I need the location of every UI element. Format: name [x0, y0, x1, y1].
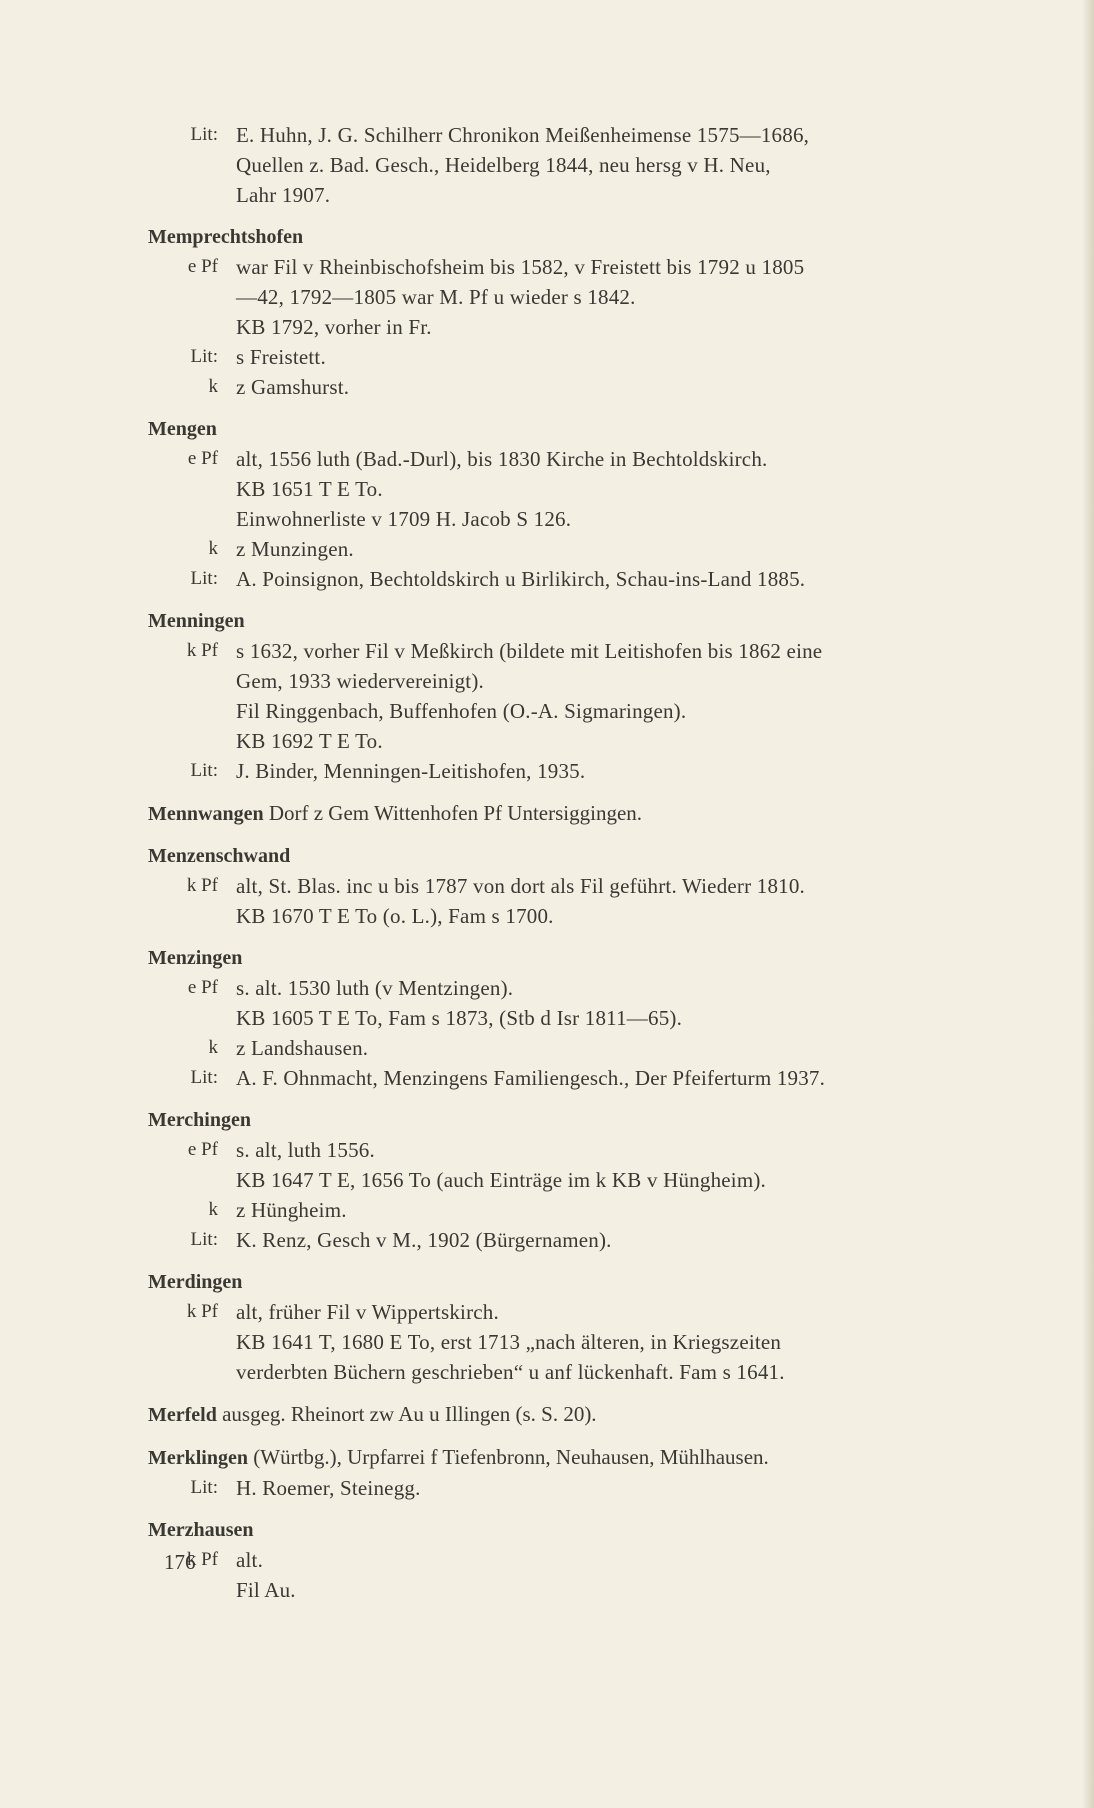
- entry-line: KB 1605 T E To, Fam s 1873, (Stb d Isr 1811—65).: [236, 1006, 683, 1030]
- entry-lines: [236, 1297, 1068, 1387]
- entry-row: [148, 636, 1068, 756]
- entry-label: k Pf: [186, 640, 218, 661]
- entry-line: verderbten Büchern geschrieben“ u anf lückenhaft. Fam s 1641.: [236, 1360, 785, 1384]
- entry-lines: [236, 534, 1068, 564]
- entry-line: KB 1792, vorher in Fr.: [236, 315, 432, 339]
- place-heading: Merchingen: [148, 1109, 251, 1131]
- entry-label: k Pf: [186, 1549, 218, 1570]
- entry-label: Lit:: [190, 1477, 218, 1498]
- place-section: [148, 1267, 1068, 1387]
- place-heading: Mennwangen: [148, 803, 264, 825]
- entry-line: z Munzingen.: [236, 537, 354, 561]
- place-section: [148, 1442, 1068, 1503]
- entry-lines: [236, 1063, 1068, 1093]
- entry-line: K. Renz, Gesch v M., 1902 (Bürgernamen).: [236, 1228, 612, 1252]
- entry-line: Fil Au.: [236, 1578, 296, 1602]
- place-section: [148, 1399, 1068, 1430]
- place-heading: Memprechtshofen: [148, 226, 304, 248]
- entry-lines: [236, 1033, 1068, 1063]
- entry-line: KB 1641 T, 1680 E To, erst 1713 „nach älteren, in Kriegszeiten: [236, 1330, 782, 1354]
- entry-line: Quellen z. Bad. Gesch., Heidelberg 1844, neu hersg v H. Neu,: [236, 153, 771, 177]
- entry-label: Lit:: [190, 760, 218, 781]
- entry-line: z Landshausen.: [236, 1036, 369, 1060]
- inline-text: Dorf z Gem Wittenhofen Pf Untersiggingen.: [268, 801, 643, 825]
- place-heading: Merzhausen: [148, 1519, 254, 1541]
- entry-label: k: [208, 1199, 218, 1220]
- entry-lines: [236, 564, 1068, 594]
- entry-line: KB 1670 T E To (o. L.), Fam s 1700.: [236, 904, 554, 928]
- entry-row: [148, 973, 1068, 1033]
- entry-line: s Freistett.: [236, 345, 326, 369]
- entry-line: —42, 1792—1805 war M. Pf u wieder s 1842.: [236, 285, 636, 309]
- entry-label: Lit:: [190, 1229, 218, 1250]
- entry-line: Fil Ringgenbach, Buffenhofen (O.-A. Sigmaringen).: [236, 699, 687, 723]
- entry-label: k: [208, 538, 218, 559]
- entry-lines: [236, 1545, 1068, 1605]
- entry-label: e Pf: [187, 1139, 218, 1160]
- entry-line: A. F. Ohnmacht, Menzingens Familiengesch., Der Pfeiferturm 1937.: [236, 1066, 826, 1090]
- entry-lines: [236, 372, 1068, 402]
- entry-line: H. Roemer, Steinegg.: [236, 1476, 421, 1500]
- place-section: [148, 798, 1068, 829]
- place-section: [148, 1515, 1068, 1605]
- entry-row: [148, 342, 1068, 372]
- entry-lines: [236, 871, 1068, 931]
- inline-entry: [148, 1399, 1068, 1430]
- entry-line: alt, früher Fil v Wippertskirch.: [236, 1300, 499, 1324]
- entry-label: k: [208, 376, 218, 397]
- entry-label: Lit:: [190, 568, 218, 589]
- entry-label: e Pf: [187, 448, 218, 469]
- entry-line: s 1632, vorher Fil v Meßkirch (bildete mit Leitishofen bis 1862 eine: [236, 639, 823, 663]
- entry-line: KB 1647 T E, 1656 To (auch Einträge im k KB v Hüngheim).: [236, 1168, 767, 1192]
- entry-lines: [236, 1195, 1068, 1225]
- entry-line: war Fil v Rheinbischofsheim bis 1582, v Freistett bis 1792 u 1805: [236, 255, 805, 279]
- entry-row: [148, 534, 1068, 564]
- entry-row: [148, 120, 1068, 210]
- place-heading: Menningen: [148, 610, 245, 632]
- entry-row: [148, 871, 1068, 931]
- entry-line: J. Binder, Menningen-Leitishofen, 1935.: [236, 759, 586, 783]
- place-section: [148, 841, 1068, 931]
- entry-label: Lit:: [190, 124, 218, 145]
- entry-line: Gem, 1933 wiedervereinigt).: [236, 669, 484, 693]
- entry-label: k Pf: [186, 1301, 218, 1322]
- entry-row: [148, 564, 1068, 594]
- entry-label: e Pf: [187, 977, 218, 998]
- entry-label: k: [208, 1037, 218, 1058]
- entry-line: E. Huhn, J. G. Schilherr Chronikon Meißenheimense 1575—1686,: [236, 123, 810, 147]
- entry-row: [148, 1297, 1068, 1387]
- place-section: [148, 606, 1068, 786]
- sections-list: [148, 222, 1068, 1605]
- entry-line: KB 1651 T E To.: [236, 477, 383, 501]
- inline-text: (Würtbg.), Urpfarrei f Tiefenbronn, Neuhausen, Mühlhausen.: [253, 1445, 769, 1469]
- inline-text: ausgeg. Rheinort zw Au u Illingen (s. S. 20).: [222, 1402, 597, 1426]
- entry-lines: [236, 636, 1068, 756]
- entry-lines: [236, 1225, 1068, 1255]
- entry-row: [148, 1545, 1068, 1605]
- inline-entry: [148, 1442, 1068, 1473]
- place-section: [148, 1105, 1068, 1255]
- entry-label: k Pf: [186, 875, 218, 896]
- entry-label: Lit:: [190, 346, 218, 367]
- entry-lines: [236, 1135, 1068, 1195]
- entry-row: [148, 1225, 1068, 1255]
- entry-line: Einwohnerliste v 1709 H. Jacob S 126.: [236, 507, 572, 531]
- place-heading: Merdingen: [148, 1271, 243, 1293]
- intro-literature: [148, 120, 1068, 210]
- entry-row: [148, 1033, 1068, 1063]
- entry-line: KB 1692 T E To.: [236, 729, 383, 753]
- place-section: [148, 222, 1068, 402]
- entry-row: [148, 1063, 1068, 1093]
- page-edge-shadow: [1082, 0, 1094, 1808]
- place-heading: Menzingen: [148, 947, 243, 969]
- entry-row: [148, 444, 1068, 534]
- entry-row: [148, 372, 1068, 402]
- page-content: [148, 120, 1068, 1605]
- place-section: [148, 414, 1068, 594]
- entry-line: alt, St. Blas. inc u bis 1787 von dort als Fil geführt. Wiederr 1810.: [236, 874, 806, 898]
- entry-lines: [236, 973, 1068, 1033]
- entry-line: A. Poinsignon, Bechtoldskirch u Birlikirch, Schau-ins-Land 1885.: [236, 567, 806, 591]
- entry-lines: [236, 252, 1068, 342]
- entry-row: [148, 756, 1068, 786]
- entry-lines: [236, 1473, 1068, 1503]
- entry-line: alt.: [236, 1548, 264, 1572]
- entry-label: Lit:: [190, 1067, 218, 1088]
- place-heading: Merfeld: [148, 1404, 217, 1426]
- entry-label: e Pf: [187, 256, 218, 277]
- inline-entry: [148, 798, 1068, 829]
- entry-line: Lahr 1907.: [236, 183, 331, 207]
- entry-row: [148, 252, 1068, 342]
- entry-lines: [236, 120, 1068, 210]
- entry-lines: [236, 444, 1068, 534]
- place-section: [148, 943, 1068, 1093]
- place-heading: Merklingen: [148, 1447, 248, 1469]
- entry-line: alt, 1556 luth (Bad.-Durl), bis 1830 Kirche in Bechtoldskirch.: [236, 447, 768, 471]
- entry-lines: [236, 756, 1068, 786]
- entry-line: s. alt, luth 1556.: [236, 1138, 375, 1162]
- place-heading: Menzenschwand: [148, 845, 291, 867]
- entry-row: [148, 1473, 1068, 1503]
- entry-row: [148, 1195, 1068, 1225]
- page-number: 176: [164, 1550, 196, 1574]
- entry-line: s. alt. 1530 luth (v Mentzingen).: [236, 976, 514, 1000]
- entry-line: z Hüngheim.: [236, 1198, 347, 1222]
- place-heading: Mengen: [148, 418, 217, 440]
- entry-line: z Gamshurst.: [236, 375, 350, 399]
- entry-row: [148, 1135, 1068, 1195]
- entry-lines: [236, 342, 1068, 372]
